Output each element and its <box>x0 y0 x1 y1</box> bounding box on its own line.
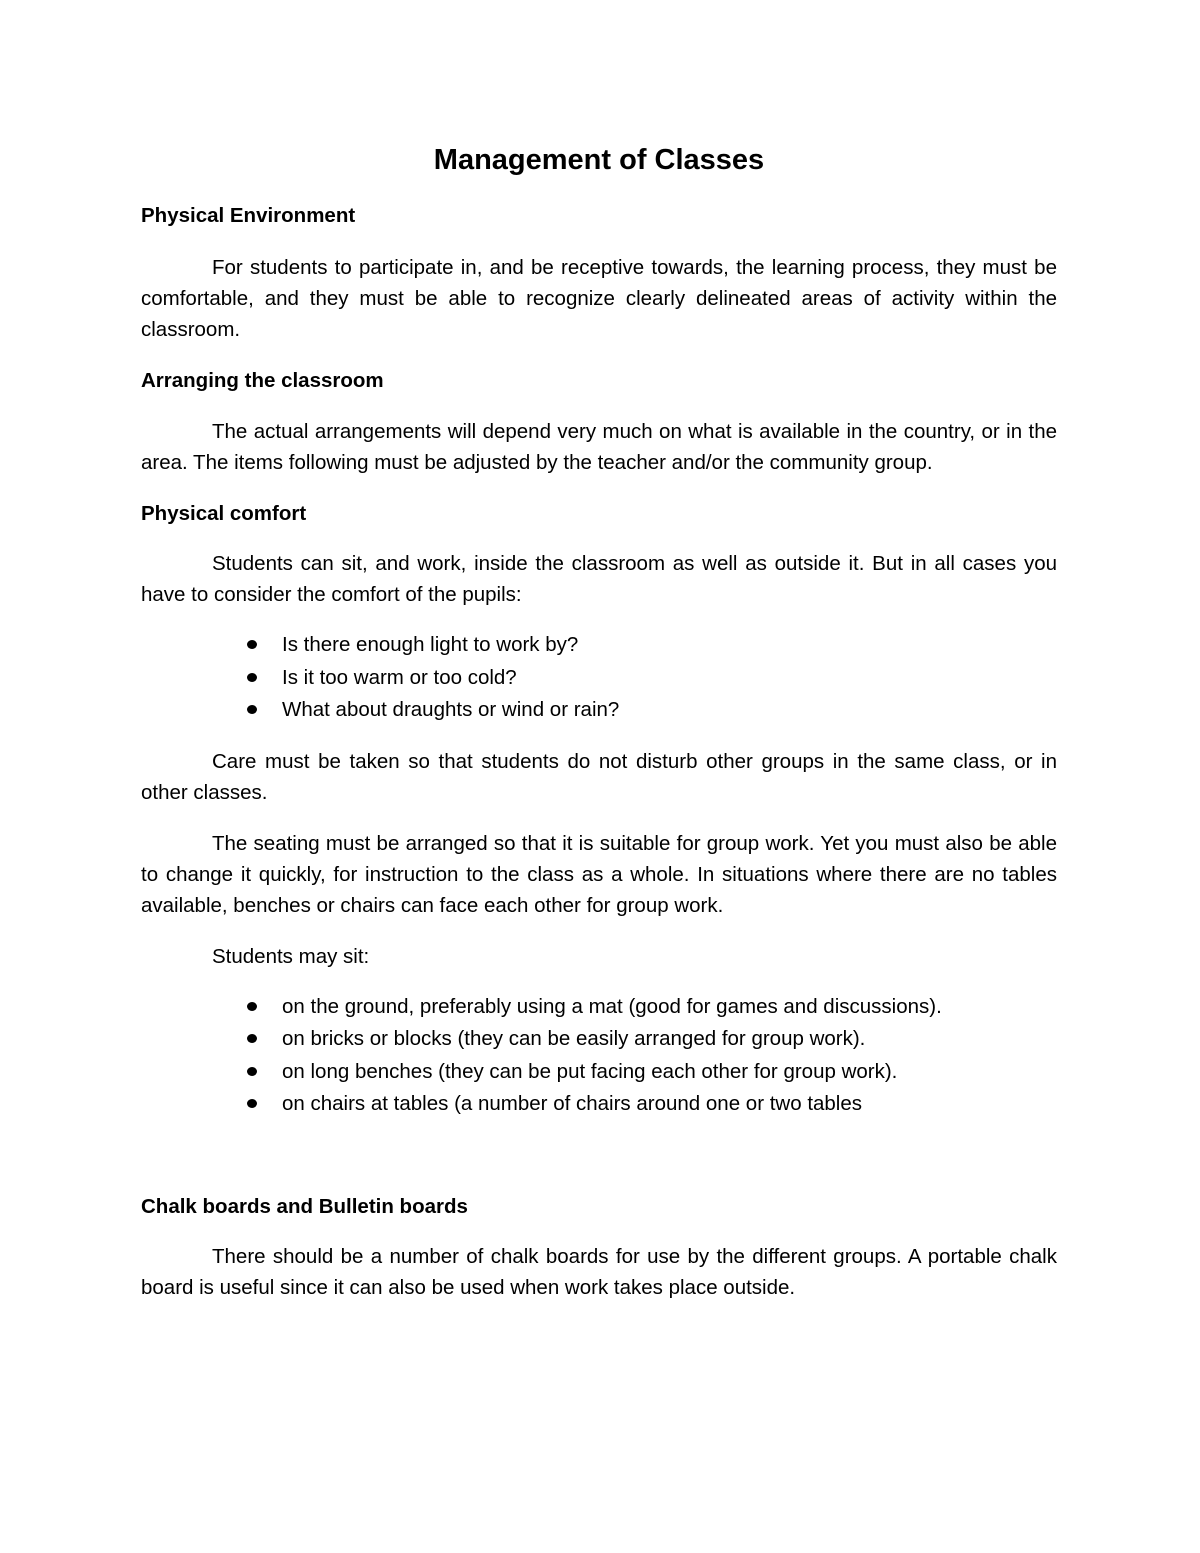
list-item <box>141 1088 1057 1121</box>
bullet-icon <box>247 705 257 714</box>
list-item <box>141 991 1057 1024</box>
list-item <box>141 629 1057 662</box>
list-item <box>141 662 1057 695</box>
list-item-text: Is it too warm or too cold? <box>282 665 517 689</box>
bullet-icon <box>247 1067 257 1076</box>
comfort-questions-list <box>141 629 1057 727</box>
list-item-text: on the ground, preferably using a mat (good for games and discussions). <box>282 994 942 1018</box>
list-item <box>141 1023 1057 1056</box>
bullet-icon <box>247 1002 257 1011</box>
paragraph-physical-environment: For students to participate in, and be receptive towards, the learning process, they must be comfortable, and they must be able to recognize clearly delineated areas of activity within the classroom. <box>141 256 1057 341</box>
seating-options-list <box>141 991 1057 1121</box>
document-page <box>141 140 1057 1303</box>
paragraph-care-taken: Care must be taken so that students do not disturb other groups in the same class, or in other classes. <box>141 749 1057 804</box>
heading-physical-environment: Physical Environment <box>141 204 356 227</box>
list-item-text: on long benches (they can be put facing each other for group work). <box>282 1059 898 1083</box>
list-item-text: What about draughts or wind or rain? <box>282 698 620 721</box>
list-item <box>141 1056 1057 1089</box>
paragraph-arranging-classroom: The actual arrangements will depend very much on what is available in the country, or in the area. The items following must be adjusted by the teacher and/or the community group. <box>141 420 1057 474</box>
list-item-text: Is there enough light to work by? <box>282 633 579 656</box>
document-title: Management of Classes <box>433 144 765 176</box>
bullet-icon <box>247 1034 257 1043</box>
heading-chalk-boards: Chalk boards and Bulletin boards <box>141 1194 468 1218</box>
heading-arranging-classroom: Arranging the classroom <box>141 369 384 392</box>
paragraph-physical-comfort-intro: Students can sit, and work, inside the classroom as well as outside it. But in all cases you have to consider the comfort of the pupils: <box>141 552 1057 606</box>
paragraph-chalk-boards: There should be a number of chalk boards for use by the different groups. A portable chalk board is useful since it can also be used when work takes place outside. <box>141 1244 1057 1299</box>
bullet-icon <box>247 673 257 682</box>
heading-physical-comfort: Physical comfort <box>141 502 307 525</box>
paragraph-seating: The seating must be arranged so that it is suitable for group work. Yet you must also be able to change it quickly, for instruction to the class as a whole. In situations where there are no tables available, benches or chairs can face each other for group work. <box>141 831 1057 917</box>
list-item <box>141 694 1057 727</box>
paragraph-students-may-sit: Students may sit: <box>212 944 370 968</box>
list-item-text: on chairs at tables (a number of chairs around one or two tables <box>282 1092 863 1115</box>
bullet-icon <box>247 640 257 649</box>
list-item-text: on bricks or blocks (they can be easily arranged for group work). <box>282 1027 866 1050</box>
bullet-icon <box>247 1099 257 1108</box>
